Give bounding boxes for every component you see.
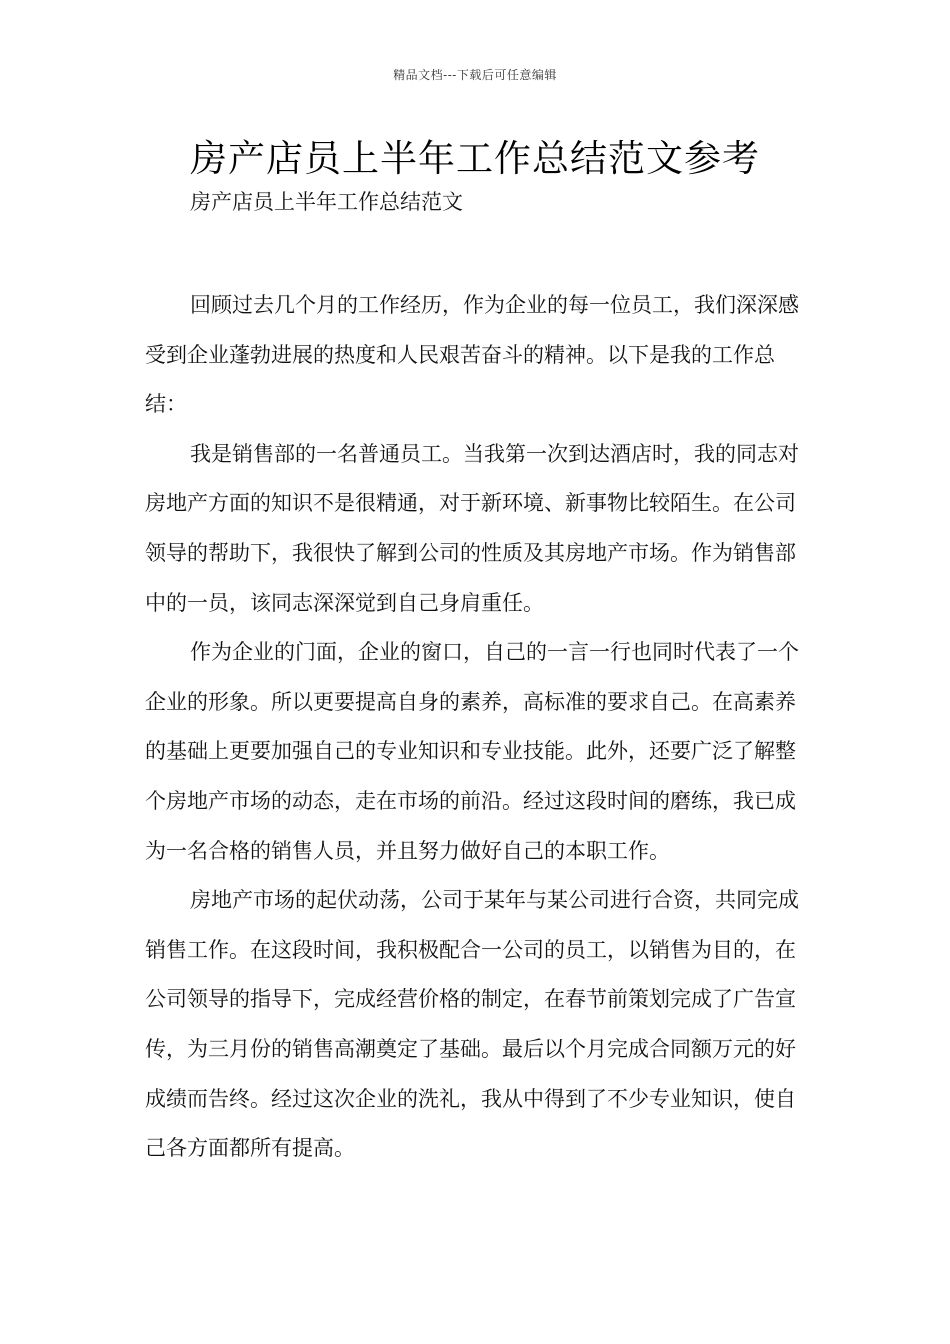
- paragraph: 回顾过去几个月的工作经历，作为企业的每一位员工，我们深深感受到企业蓬勃进展的热度和人民艰苦奋斗的精神。以下是我的工作总结：: [145, 293, 799, 417]
- document-body: [145, 281, 805, 1174]
- page-header: 精品文档---下载后可任意编辑: [393, 68, 557, 82]
- document-title: 房产店员上半年工作总结范文参考: [190, 137, 760, 180]
- paragraph: 房地产市场的起伏动荡，公司于某年与某公司进行合资，共同完成销售工作。在这段时间，我积极配合一公司的员工，以销售为目的，在公司领导的指导下，完成经营价格的制定，在春节前策划完成了广告宣传，为三月份的销售高潮奠定了基础。最后以个月完成合同额万元的好成绩而告终。经过这次企业的洗礼，我从中得到了不少专业知识，使自己各方面都所有提高。: [145, 888, 799, 1161]
- paragraph: 作为企业的门面，企业的窗口，自己的一言一行也同时代表了一个企业的形象。所以更要提高自身的素养，高标准的要求自己。在高素养的基础上更要加强自己的专业知识和专业技能。此外，还要广泛了解整个房地产市场的动态，走在市场的前沿。经过这段时间的磨练，我已成为一名合格的销售人员，并且努力做好自己的本职工作。: [145, 640, 799, 863]
- paragraph: 我是销售部的一名普通员工。当我第一次到达酒店时，我的同志对房地产方面的知识不是很精通，对于新环境、新事物比较陌生。在公司领导的帮助下，我很快了解到公司的性质及其房地产市场。作为销售部中的一员，该同志深深觉到自己身肩重任。: [145, 441, 799, 615]
- document-subtitle: 房产店员上半年工作总结范文: [190, 190, 463, 214]
